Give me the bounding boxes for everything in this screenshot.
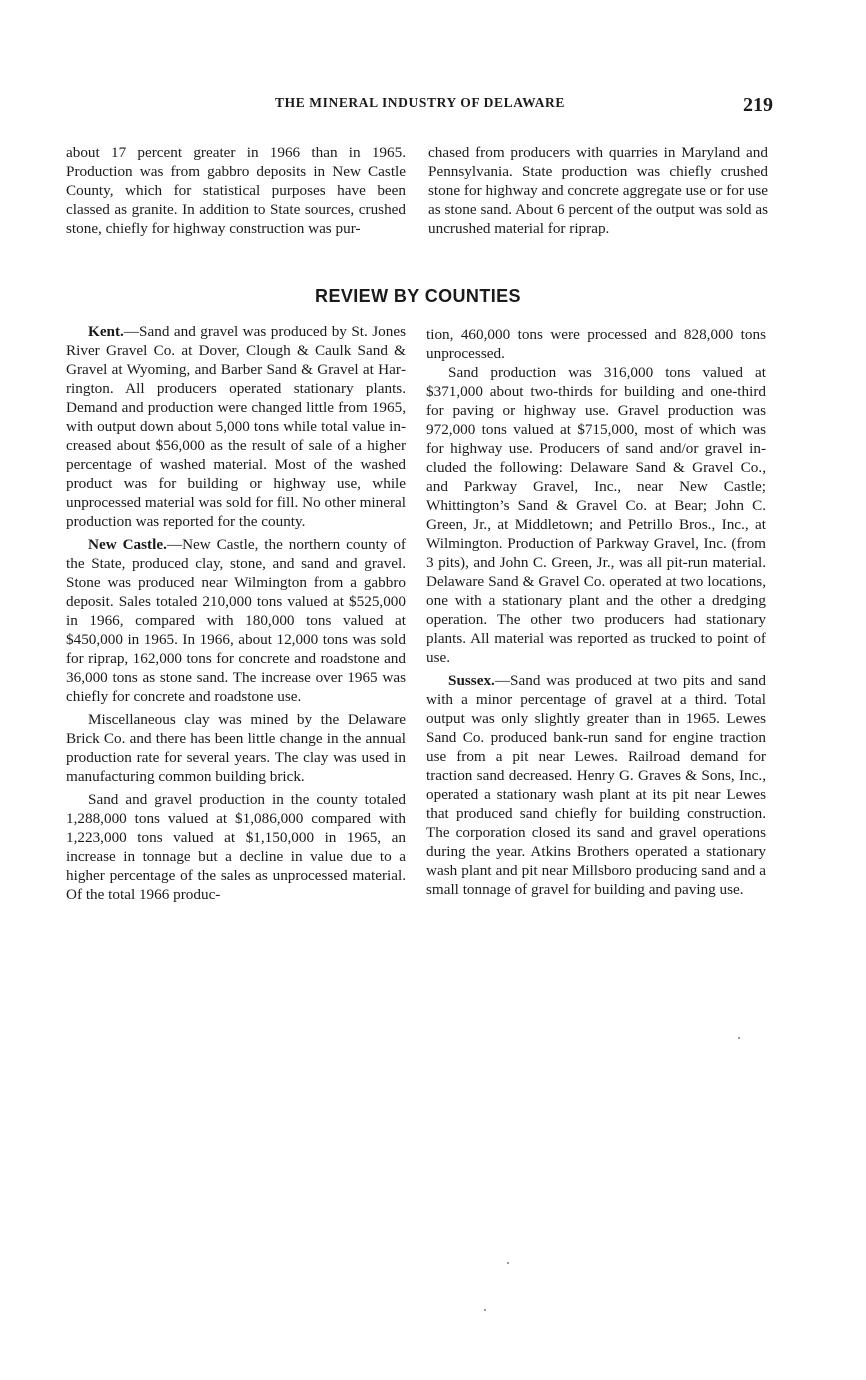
sand-production-paragraph: Sand production was 316,000 tons valued at $371,000 about two-thirds for building and one-third for paving or highway use. Gravel production was 972,000 tons valued at $715,000, most of which was for highway use. Producers of sand and/or gravel included the following: Delaware Sand & Gravel Co., and Parkway Gravel, Inc., near New Castle; Whittington’s Sand & Gravel Co. at Bear; John C. Green, Jr., at Middletown; and Petrillo Bros., Inc., at Wilmington. Production of Parkway Gravel, Inc. (from 3 pits), and John C. Green, Jr., was all pit-run material. Delaware Sand & Gravel Co. operated at two locations, one with a stationary plant and the other a dredging operation. The other two producers had stationary plants. All material was reported as trucked to point of use. bbox=[426, 364, 766, 666]
new-castle-text: —New Castle, the northern county of the State, produced clay, stone, and sand and gravel. Stone was produced near Wilmington from a gabbro deposit. Sales totaled 210,000 tons valued at $525,000 in 1966, compared with 180,000 tons valued at $450,000 in 1965. In 1966, about 12,000 tons was sold for riprap, 162,000 tons for concrete and roadstone and 36,000 tons as stone sand. The increase over 1965 was chiefly for concrete and roadstone use. bbox=[66, 536, 406, 705]
kent-run-in-heading: Kent. bbox=[88, 323, 124, 340]
sussex-paragraph bbox=[426, 671, 766, 899]
left-body-column bbox=[66, 322, 406, 904]
page-number: 219 bbox=[743, 94, 773, 116]
clay-paragraph: Miscellaneous clay was mined by the Delaware Brick Co. and there has been little change in the annual production rate for several years. The clay was used in manufacturing common building brick. bbox=[66, 711, 406, 785]
top-left-column bbox=[66, 143, 406, 238]
sussex-text: —Sand was produced at two pits and sand with a minor percentage of gravel at a third. Total output was only slightly greater than in 1965. Lewes Sand Co. produced bank-run sand for engine traction use from a pit near Lewes. Railroad demand for traction sand decreased. Henry G. Graves & Sons, Inc., operated a stationary wash plant at its pit near Lewes that produced sand chiefly for building construction. The corporation closed its sand and gravel operations during the year. Atkins Brothers operated a stationary wash plant and pit near Millsboro producing sand and a small tonnage of gravel for building and paving use. bbox=[426, 672, 766, 898]
kent-text: —Sand and gravel was produced by St. Jones River Gravel Co. at Dover, Clough & Caulk Sand & Gravel at Wyoming, and Barber Sand & Gravel at Harrington. All producers operated stationary plants. Demand and production were changed little from 1965, with output down about 5,000 tons while total value increased about $56,000 as the result of sale of a higher percentage of washed material. Most of the washed product was for building or highway use, while unprocessed material was sold for fill. No other mineral production was reported for the county. bbox=[66, 323, 406, 530]
section-heading: REVIEW BY COUNTIES bbox=[315, 286, 521, 306]
sand-gravel-paragraph: Sand and gravel production in the county totaled 1,288,000 tons valued at $1,086,000 compared with 1,223,000 tons valued at $1,150,000 in 1965, an increase in tonnage but a decline in value due to a higher percentage of the sales as unprocessed material. Of the total 1966 produc- bbox=[66, 791, 406, 903]
kent-paragraph bbox=[66, 322, 406, 531]
sussex-run-in-heading: Sussex. bbox=[448, 672, 495, 689]
new-castle-run-in-heading: New Castle. bbox=[88, 536, 167, 553]
top-left-paragraph: about 17 percent greater in 1966 than in 1965. Production was from gabbro deposits in New Castle County, which for statistical purposes have been classed as granite. In addition to State sources, crushed stone, chiefly for highway construction was pur- bbox=[66, 144, 406, 237]
right-body-column bbox=[426, 325, 766, 899]
running-header: THE MINERAL INDUSTRY OF DELAWARE bbox=[274, 95, 566, 110]
print-speck bbox=[484, 1309, 486, 1311]
new-castle-paragraph bbox=[66, 535, 406, 706]
continuation-paragraph: tion, 460,000 tons were processed and 828,000 tons unprocessed. bbox=[426, 326, 766, 362]
print-speck bbox=[507, 1262, 509, 1264]
print-speck bbox=[738, 1037, 740, 1039]
top-right-column bbox=[428, 143, 768, 238]
top-right-paragraph: chased from producers with quarries in Maryland and Pennsylvania. State production was chiefly crushed stone for highway and concrete aggregate use or for use as stone sand. About 6 percent of the output was sold as uncrushed material for riprap. bbox=[428, 144, 768, 237]
